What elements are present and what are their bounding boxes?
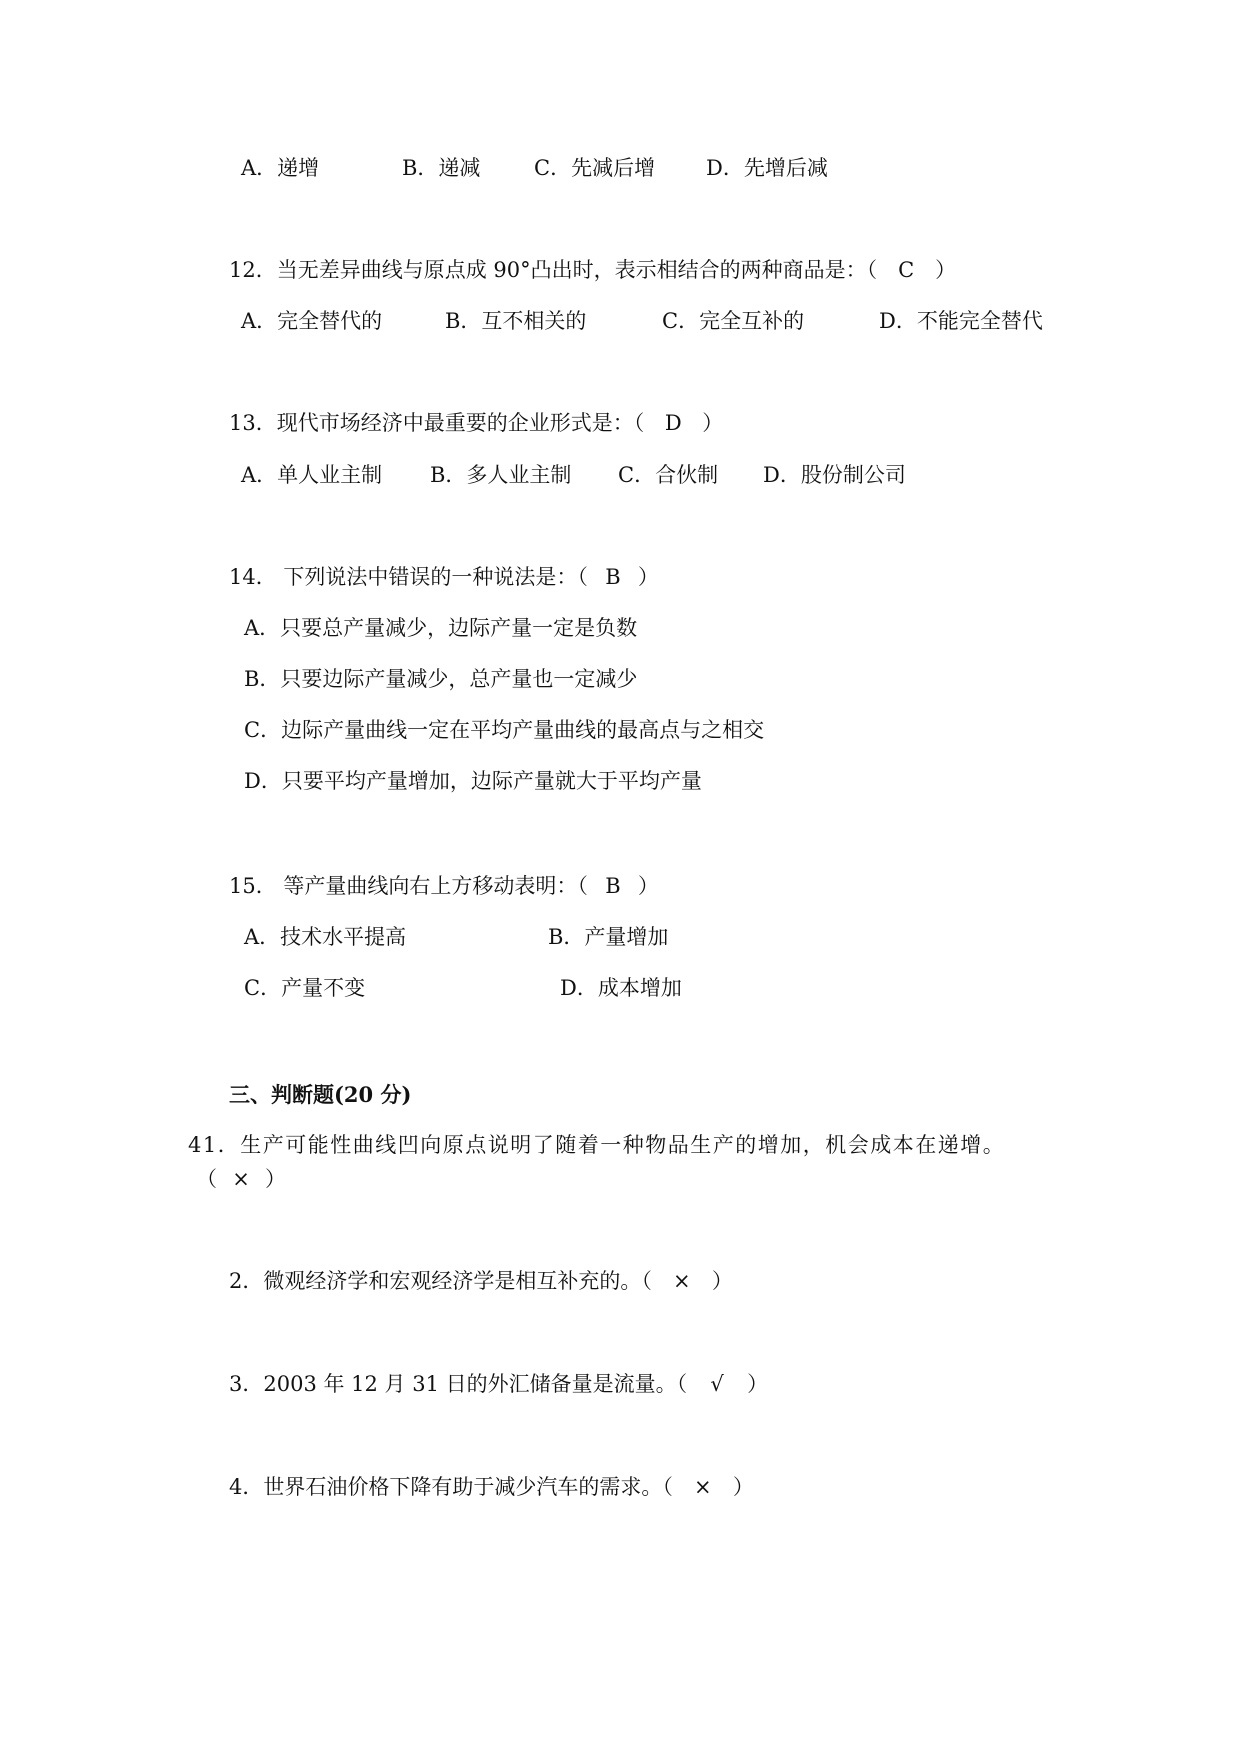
judgment-3-stem: 3．2003 年 12 月 31 日的外汇储备量是流量。（ — [229, 1372, 688, 1396]
q15-stem: 15． 等产量曲线向右上方移动表明：（ — [229, 874, 588, 898]
q12-stem: 12．当无差异曲线与原点成 90°凸出时，表示相结合的两种商品是：（ — [229, 258, 878, 282]
judgment-4-answer: × — [694, 1475, 712, 1499]
judgment-2-stem: 2．微观经济学和宏观经济学是相互补充的。（ — [229, 1269, 652, 1293]
judgment-4-close: ） — [732, 1475, 754, 1499]
judgment-3-close: ） — [747, 1372, 769, 1396]
q13-option-d: D．股份制公司 — [763, 463, 906, 487]
judgment-3-answer: √ — [710, 1372, 724, 1396]
q12-close: ） — [935, 258, 957, 282]
q12-question — [229, 256, 956, 284]
q13-answer: D — [664, 411, 682, 435]
judgment-1-close: ） — [265, 1167, 286, 1191]
judgment-2-answer: × — [673, 1269, 691, 1293]
q14-option-a: A．只要总产量减少，边际产量一定是负数 — [244, 616, 638, 640]
q12-option-b: B．互不相关的 — [445, 309, 587, 333]
q14-question — [229, 563, 659, 591]
judgment-1-answer: × — [232, 1167, 250, 1191]
q12-answer: C — [898, 258, 915, 282]
judgment-2-close: ） — [711, 1269, 733, 1293]
q14-close: ） — [637, 565, 659, 589]
judgment-1-stem: 41．生产可能性曲线凹向原点说明了随着一种物品生产的增加，机会成本在递增。 — [188, 1133, 1006, 1157]
q14-option-d: D．只要平均产量增加，边际产量就大于平均产量 — [244, 769, 702, 793]
q13-close: ） — [702, 411, 724, 435]
q13-question — [229, 409, 723, 437]
q14-stem: 14． 下列说法中错误的一种说法是：（ — [229, 565, 588, 589]
judgment-2 — [229, 1267, 733, 1295]
q15-question — [229, 872, 659, 900]
q11-option-a: A．递增 — [241, 156, 320, 180]
q12-option-d: D．不能完全替代 — [879, 309, 1043, 333]
q15-option-c: C．产量不变 — [244, 976, 366, 1000]
q14-option-b: B．只要边际产量减少，总产量也一定减少 — [244, 667, 638, 691]
q11-option-b: B．递减 — [402, 156, 481, 180]
judgment-4-stem: 4．世界石油价格下降有助于减少汽车的需求。（ — [229, 1475, 673, 1499]
q11-option-c: C．先减后增 — [534, 156, 656, 180]
q15-option-d: D．成本增加 — [560, 976, 682, 1000]
judgment-1-open: （ — [196, 1167, 217, 1191]
q14-answer: B — [605, 565, 621, 589]
q15-close: ） — [637, 874, 659, 898]
section-heading: 三、判断题(20 分) — [229, 1082, 412, 1107]
q15-answer: B — [605, 874, 621, 898]
q11-option-d: D．先增后减 — [706, 156, 828, 180]
judgment-1-answer-line — [196, 1165, 286, 1193]
judgment-4 — [229, 1473, 754, 1501]
q12-option-c: C．完全互补的 — [662, 309, 805, 333]
q13-option-c: C．合伙制 — [618, 463, 719, 487]
q14-option-c: C．边际产量曲线一定在平均产量曲线的最高点与之相交 — [244, 718, 765, 742]
q13-option-b: B．多人业主制 — [430, 463, 572, 487]
q12-option-a: A．完全替代的 — [241, 309, 383, 333]
judgment-3 — [229, 1370, 768, 1398]
q13-stem: 13．现代市场经济中最重要的企业形式是：（ — [229, 411, 645, 435]
q15-option-a: A．技术水平提高 — [244, 925, 407, 949]
q13-option-a: A．单人业主制 — [241, 463, 383, 487]
q15-option-b: B．产量增加 — [548, 925, 669, 949]
